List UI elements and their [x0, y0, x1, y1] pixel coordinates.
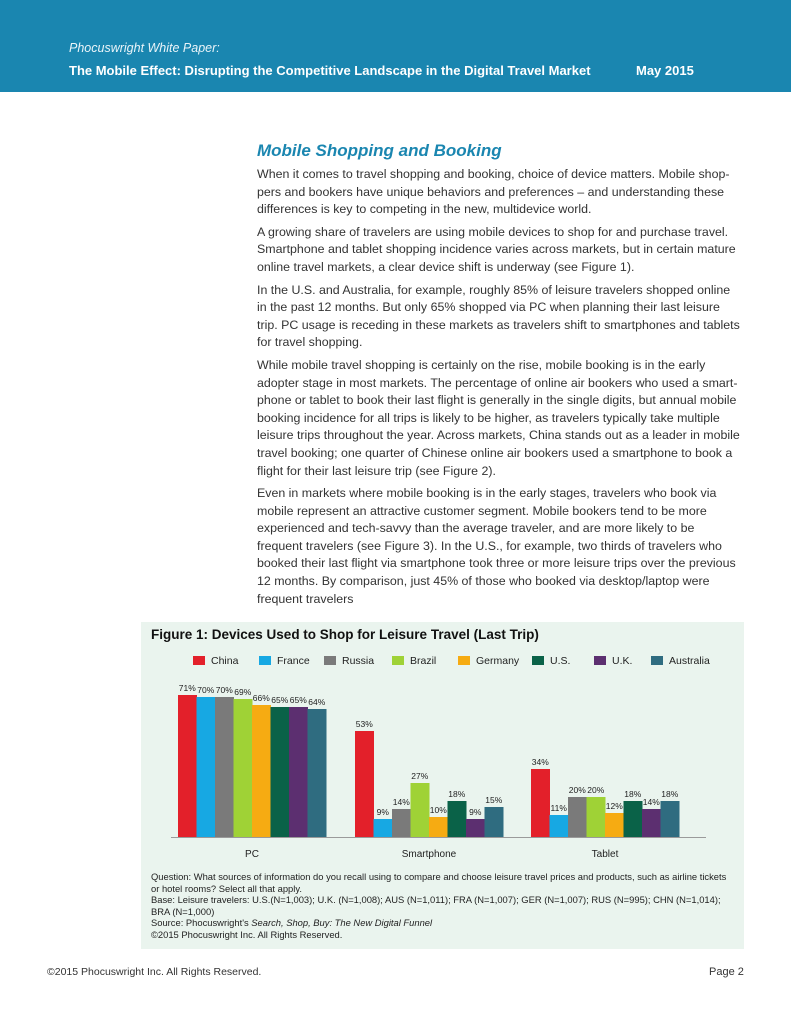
paragraph: Even in markets where mobile booking is in the early stages, travelers who book via mobile represent an attractive customer segment. Mobile bookers tend to be more experienced and tech-savvy than the average traveler, and are more likely to be frequent travelers (see Figure 3). In the U.S., for example, two thirds of travelers who booked their last flight via smartphone took three or more leisure trips over the previous 12 months. By comparison, just 45% of those who booked via desktop/laptop were frequent travelers	[257, 486, 736, 606]
header-title: The Mobile Effect: Disrupting the Competitive Landscape in the Digital Travel Market	[69, 63, 591, 78]
data-label: 9%	[376, 807, 389, 817]
data-label: 15%	[485, 795, 503, 805]
page-number: Page 2	[709, 966, 744, 978]
legend-swatch	[458, 656, 470, 665]
bar-pc-russia	[215, 697, 234, 837]
data-label: 20%	[587, 785, 605, 795]
bar-pc-uk	[289, 707, 308, 837]
legend-label: France	[277, 655, 310, 667]
data-label: 10%	[429, 805, 447, 815]
paragraph: In the U.S. and Australia, for example, roughly 85% of leisure travelers shopped online in the past 12 months. But only 65% shopped via PC when planning their last leisure trip. PC usage is receding in these markets as travelers shift to smartphones and tablets for travel shopping.	[257, 282, 740, 350]
legend-swatch	[392, 656, 404, 665]
data-label: 11%	[550, 803, 567, 813]
bar-smartphone-uk	[466, 819, 485, 837]
data-label: 70%	[197, 685, 215, 695]
bar-pc-germany	[252, 705, 271, 837]
data-label: 69%	[234, 687, 252, 697]
bar-pc-china	[178, 695, 197, 837]
legend-label: Brazil	[410, 655, 437, 667]
bar-pc-brazil	[234, 699, 253, 837]
data-label: 12%	[605, 801, 623, 811]
legend-swatch	[651, 656, 663, 665]
figure-source	[151, 917, 736, 929]
figure-copyright: ©2015 Phocuswright Inc. All Rights Reserved.	[151, 928, 343, 940]
legend-swatch	[259, 656, 271, 665]
bar-pc-france	[197, 697, 216, 837]
legend-swatch	[532, 656, 544, 665]
data-label: 27%	[411, 771, 429, 781]
data-label: 70%	[215, 685, 233, 695]
bar-smartphone-brazil	[411, 783, 430, 837]
category-label: Smartphone	[401, 849, 457, 860]
data-label: 65%	[289, 695, 307, 705]
legend-label: U.S.	[550, 655, 571, 667]
bar-tablet-germany	[605, 813, 624, 837]
figure-1	[141, 622, 744, 949]
data-label: 71%	[178, 683, 196, 693]
section-title: Mobile Shopping and Booking	[257, 141, 502, 160]
source-title: Search, Shop, Buy: The New Digital Funnel	[251, 917, 433, 929]
legend-swatch	[324, 656, 336, 665]
data-label: 9%	[469, 807, 482, 817]
bar-tablet-china	[531, 769, 550, 837]
data-label: 53%	[355, 719, 373, 729]
legend-label: Russia	[342, 655, 375, 667]
bar-tablet-australia	[661, 801, 680, 837]
category-label: PC	[245, 849, 259, 860]
legend-label: U.K.	[612, 655, 633, 667]
category-label: Tablet	[591, 849, 619, 860]
data-label: 20%	[568, 785, 586, 795]
bar-pc-us	[271, 707, 290, 837]
page-header	[0, 0, 791, 92]
paragraph: While mobile travel shopping is certainly on the rise, mobile booking is in the early adopter stage in most markets. The percentage of online air bookers who used a smart-phone or tablet to book their last flight is generally in the single digits, but annual mobile booking incidence for all trips is likely to be higher, as travelers typically take multiple leisure trips throughout the year. Across markets, China stands out as a leader in mobile travel booking; one quarter of Chinese online air bookers used a smartphone to book a flight for their last leisure trip (see Figure 2).	[257, 357, 740, 478]
figure-title: Figure 1: Devices Used to Shop for Leisure Travel (Last Trip)	[151, 627, 539, 642]
legend-label: Australia	[669, 655, 710, 667]
legend-item-germany	[458, 655, 519, 667]
bar-smartphone-us	[448, 801, 467, 837]
bar-smartphone-france	[374, 819, 393, 837]
data-label: 18%	[448, 789, 466, 799]
footer-copyright: ©2015 Phocuswright Inc. All Rights Reserved.	[47, 966, 262, 978]
paragraph: When it comes to travel shopping and booking, choice of device matters. Mobile shop-pers and bookers have unique behaviors and preferences – and understanding these differences is key to competing in the new, multidevice world.	[257, 167, 730, 217]
bar-chart	[141, 677, 744, 867]
legend-item-australia	[651, 655, 710, 667]
legend-item-us	[532, 655, 570, 667]
legend-label: China	[211, 655, 239, 667]
bar-smartphone-germany	[429, 817, 448, 837]
body-text	[257, 166, 743, 613]
paragraph: A growing share of travelers are using mobile devices to shop for and purchase travel. Smartphone and tablet shopping incidence varies across markets, but in certain mature online travel markets, a clear device shift is underway (see Figure 1).	[257, 224, 736, 274]
data-label: 64%	[308, 697, 326, 707]
figure-base: Base: Leisure travelers: U.S.(N=1,003); U.K. (N=1,008); AUS (N=1,011); FRA (N=1,007); GER (N=1,007); RUS (N=995); CHN (N=1,014); BRA (N=1,000)	[151, 894, 721, 917]
header-date: May 2015	[636, 63, 694, 78]
bar-tablet-uk	[642, 809, 661, 837]
legend-item-china	[193, 655, 238, 667]
legend-swatch	[193, 656, 205, 665]
bar-smartphone-russia	[392, 809, 411, 837]
data-label: 14%	[642, 797, 660, 807]
data-label: 66%	[252, 693, 270, 703]
legend-swatch	[594, 656, 606, 665]
legend-item-uk	[594, 655, 632, 667]
legend-label: Germany	[476, 655, 520, 667]
bar-tablet-russia	[568, 797, 587, 837]
figure-question: Question: What sources of information do you recall using to compare and choose leisure travel prices and products, such as airline tickets or hotel rooms? Select all that apply.	[151, 871, 727, 894]
bar-tablet-brazil	[587, 797, 606, 837]
bar-smartphone-china	[355, 731, 374, 837]
bar-tablet-us	[624, 801, 643, 837]
legend-item-russia	[324, 655, 374, 667]
bar-tablet-france	[550, 815, 569, 837]
source-prefix: Source: Phocuswright's	[151, 917, 252, 929]
bar-smartphone-australia	[485, 807, 504, 837]
data-label: 14%	[392, 797, 410, 807]
data-label: 65%	[271, 695, 289, 705]
bar-pc-australia	[308, 709, 327, 837]
figure-notes	[151, 871, 736, 941]
data-label: 18%	[624, 789, 642, 799]
header-subtitle: Phocuswright White Paper:	[69, 41, 220, 55]
legend-item-france	[259, 655, 310, 667]
legend-item-brazil	[392, 655, 436, 667]
data-label: 18%	[661, 789, 679, 799]
data-label: 34%	[531, 757, 549, 767]
